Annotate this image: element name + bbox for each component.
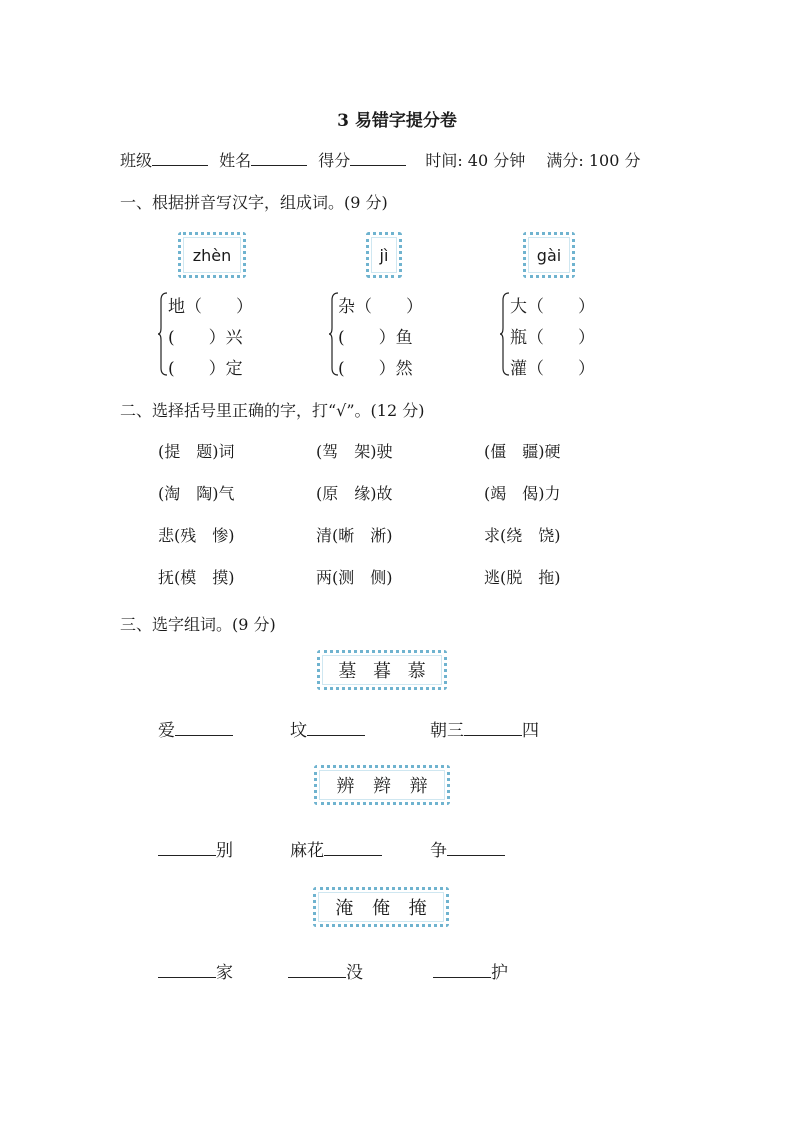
pinyin-box-2 bbox=[366, 232, 402, 278]
full-score-text: 满分: 100 分 bbox=[546, 151, 641, 170]
answer-blank[interactable] bbox=[464, 721, 522, 736]
s3-g1-word2[interactable] bbox=[290, 716, 365, 741]
s2-option[interactable]: 两(测 侧) bbox=[316, 568, 393, 587]
name-label: 姓名 bbox=[219, 151, 252, 170]
score-label: 得分 bbox=[318, 151, 351, 170]
s1-g2-item2[interactable]: ( ）鱼 bbox=[338, 328, 413, 348]
s3-g3-word2[interactable] bbox=[288, 958, 363, 983]
answer-blank[interactable] bbox=[447, 841, 505, 856]
s2-option[interactable]: 求(绕 饶) bbox=[484, 526, 561, 545]
word-after: 家 bbox=[216, 963, 233, 983]
class-label: 班级 bbox=[120, 151, 153, 170]
char-option: 淹 bbox=[335, 898, 354, 919]
word-after: 没 bbox=[346, 963, 363, 983]
answer-blank[interactable] bbox=[433, 963, 491, 978]
s3-g1-word3[interactable] bbox=[430, 716, 539, 741]
char-option: 墓 bbox=[338, 661, 357, 682]
s2-option[interactable]: (提 题)词 bbox=[158, 442, 235, 461]
s2-option[interactable]: (僵 疆)硬 bbox=[484, 442, 561, 461]
s1-g3-item2[interactable]: 瓶（ ） bbox=[510, 328, 595, 348]
pinyin-box-3 bbox=[523, 232, 575, 278]
brace-1 bbox=[158, 292, 168, 376]
char-box-1 bbox=[317, 650, 447, 690]
s3-g3-word1[interactable] bbox=[158, 958, 233, 983]
char-option: 辫 bbox=[372, 776, 391, 797]
s1-g1-item3[interactable]: ( ）定 bbox=[168, 359, 243, 379]
pinyin-gai: gài bbox=[536, 245, 562, 265]
s2-option[interactable]: 逃(脱 拖) bbox=[484, 568, 561, 587]
word-after: 四 bbox=[522, 721, 539, 741]
s1-g2-item1[interactable]: 杂（ ） bbox=[338, 297, 423, 317]
s1-g2-item3[interactable]: ( ）然 bbox=[338, 359, 413, 379]
s2-option[interactable]: (淘 陶)气 bbox=[158, 484, 235, 503]
word-before: 麻花 bbox=[290, 841, 324, 861]
s3-g1-word1[interactable] bbox=[158, 716, 233, 741]
page-title: 3 易错字提分卷 bbox=[337, 111, 457, 131]
pinyin-zhen: zhèn bbox=[192, 245, 232, 265]
section1-heading: 一、根据拼音写汉字，组成词。(9 分) bbox=[120, 193, 388, 212]
char-box-2 bbox=[314, 765, 450, 805]
answer-blank[interactable] bbox=[324, 841, 382, 856]
s1-g1-item2[interactable]: ( ）兴 bbox=[168, 328, 243, 348]
s1-g3-item1[interactable]: 大（ ） bbox=[510, 297, 595, 317]
char-box-3 bbox=[313, 887, 449, 927]
word-after: 别 bbox=[216, 841, 233, 861]
s1-g3-item3[interactable]: 灌（ ） bbox=[510, 359, 595, 379]
section2-heading: 二、选择括号里正确的字，打“√”。(12 分) bbox=[120, 401, 425, 420]
s2-option[interactable]: (驾 架)驶 bbox=[316, 442, 393, 461]
section3-heading: 三、选字组词。(9 分) bbox=[120, 615, 276, 634]
class-blank[interactable] bbox=[152, 151, 208, 166]
word-before: 坟 bbox=[290, 721, 307, 741]
s3-g2-word2[interactable] bbox=[290, 836, 382, 861]
answer-blank[interactable] bbox=[288, 963, 346, 978]
char-option: 掩 bbox=[408, 898, 427, 919]
word-after: 护 bbox=[491, 963, 508, 983]
char-option: 暮 bbox=[372, 661, 391, 682]
name-blank[interactable] bbox=[251, 151, 307, 166]
s3-g3-word3[interactable] bbox=[433, 958, 508, 983]
s1-g1-item1[interactable]: 地（ ） bbox=[168, 297, 253, 317]
s3-g2-word3[interactable] bbox=[430, 836, 505, 861]
char-option: 俺 bbox=[371, 898, 390, 919]
answer-blank[interactable] bbox=[158, 963, 216, 978]
pinyin-box-1 bbox=[178, 232, 246, 278]
word-before: 朝三 bbox=[430, 721, 464, 741]
s2-option[interactable]: (原 缘)故 bbox=[316, 484, 393, 503]
char-option: 慕 bbox=[407, 661, 426, 682]
s3-g2-word1[interactable] bbox=[158, 836, 233, 861]
s2-option[interactable]: (竭 偈)力 bbox=[484, 484, 561, 503]
word-before: 争 bbox=[430, 841, 447, 861]
char-option: 辩 bbox=[409, 776, 428, 797]
char-option: 辨 bbox=[336, 776, 355, 797]
answer-blank[interactable] bbox=[307, 721, 365, 736]
answer-blank[interactable] bbox=[175, 721, 233, 736]
time-text: 时间: 40 分钟 bbox=[425, 151, 526, 170]
s2-option[interactable]: 抚(模 摸) bbox=[158, 568, 235, 587]
brace-3 bbox=[500, 292, 510, 376]
s2-option[interactable]: 清(晰 淅) bbox=[316, 526, 393, 545]
answer-blank[interactable] bbox=[158, 841, 216, 856]
header-line bbox=[120, 148, 640, 171]
pinyin-ji: jì bbox=[379, 245, 389, 265]
score-blank[interactable] bbox=[350, 151, 406, 166]
word-before: 爱 bbox=[158, 721, 175, 741]
s2-option[interactable]: 悲(残 惨) bbox=[158, 526, 235, 545]
